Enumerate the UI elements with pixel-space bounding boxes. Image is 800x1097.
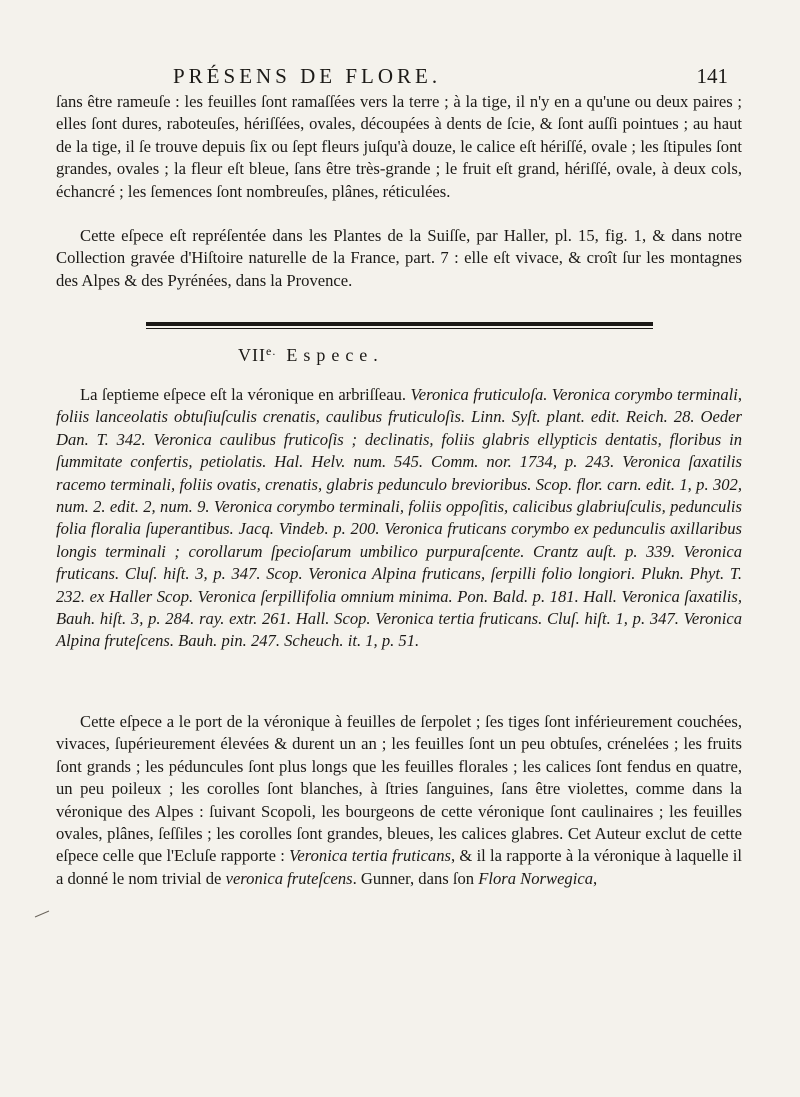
section-numeral-superscript: e. xyxy=(266,344,277,358)
description-italic-name-2: veronica fruteſcens xyxy=(225,868,353,888)
paragraph-seventh-species xyxy=(56,384,742,653)
description-italic-title: Flora Norwegica xyxy=(478,868,594,888)
section-word: Espece. xyxy=(286,345,384,365)
description-text-c: . Gunner, dans ſon xyxy=(352,868,479,888)
section-divider-rule xyxy=(146,322,653,330)
description-text-d: , xyxy=(593,868,598,888)
description-text-a: Cette eſpece a le port de la véronique à feuilles de ſerpolet ; ſes tiges ſont inférieurement couchées, vivaces, ſupérieurement élevées & durent un an ; les feuilles ſont un peu obtuſes, crénelées ; les fruits ſont grands ; les péduncules ſont plus longs que les feuilles florales ; les calices ſont fendus en quatre, un peu poileux ; les corolles ſont blanches, à ſtries ſanguines, ſans être violettes, comme dans la véronique des Alpes : ſuivant Scopoli, les bourgeons de cette véronique ſont caulinaires ; les feuilles ovales, plânes, ſeſſiles ; les corolles ſont grandes, bleues, les calices glabres. Cet Auteur exclut de cette eſpece celle que l'Ecluſe rapporte : xyxy=(56,712,742,866)
running-head xyxy=(58,58,728,92)
paragraph-representation-habitat: Cette eſpece eſt repréſentée dans les Plantes de la Suiſſe, par Haller, pl. 15, fig. 1, & dans notre Collection gravée d'Hiſtoire naturelle de la France, part. 7 : elle eſt vivace, & croît ſur les montagnes des Alpes & des Pyrénées, dans la Provence. xyxy=(56,226,742,290)
paragraph-continued-description: ſans être rameuſe : les feuilles ſont ramaſſées vers la terre ; à la tige, il n'y en a qu'une ou deux paires ; elles ſont dures, raboteuſes, hériſſées, ovales, découpées à dents de ſcie, & ſont auſſi pointues ; au haut de la tige, il ſe trouve depuis ſix ou ſept fleurs juſqu'à douze, le calice eſt hériſſé, ovale ; les ſtipules ſont grandes, ovales ; la fleur eſt bleue, ſans être très-grande ; le fruit eſt grand, hériſſé, ovale, à deux cols, échancré ; les ſemences ſont nombreuſes, plânes, réticulées. xyxy=(56,92,742,201)
page-number: 141 xyxy=(696,64,728,88)
description-italic-name-1: Veronica tertia fruticans xyxy=(289,846,451,866)
species-intro: La ſeptieme eſpece eſt la véronique en arbriſſeau. xyxy=(80,385,411,404)
section-heading xyxy=(238,344,384,366)
section-numeral: VII xyxy=(238,345,266,365)
running-title: PRÉSENS DE FLORE. xyxy=(173,64,442,88)
margin-pen-mark xyxy=(34,910,50,918)
species-synonymy: Veronica fruticuloſa. Veronica corymbo terminali, foliis lanceolatis obtuſiuſculis crenatis, caulibus fruticuloſis. Linn. Syſt. plant. edit. Reich. 28. Oeder Dan. T. 342. Veronica caulibus fruticoſis ; declinatis, foliis glabris ellypticis dentatis, floribus in ſummitate confertis, petiolatis. Hal. Helv. num. 545. Comm. nor. 1734, p. 243. Veronica ſaxatilis racemo terminali, foliis ovatis, crenatis, glabris pedunculo brevioribus. Scop. flor. carn. edit. 1, p. 302, num. 2. edit. 2, num. 9. Veronica corymbo terminali, foliis oppoſitis, calicibus glabriuſculis, pedunculis folia floralia ſuperantibus. Jacq. Vindeb. p. 200. Veronica fruticans corymbo ex pedunculis axillaribus longis terminali ; corollarum ſpecioſarum umbilico purpuraſcente. Crantz auſt. p. 339. Veronica fruticans. Cluſ. hiſt. 3, p. 347. Scop. Veronica Alpina fruticans, ſerpilli folio longiori. Plukn. Phyt. T. 232. ex Haller Scop. Veronica ſerpillifolia omnium minima. Pon. Bald. p. 181. Hall. Veronica ſaxatilis, Bauh. hiſt. 3, p. 284. ray. extr. 261. Hall. Scop. Veronica tertia fruticans. Cluſ. hiſt. 1, p. 347. Veronica Alpina frutеſcens. Bauh. pin. 247. Scheuch. it. 1, p. 51. xyxy=(56,385,743,651)
paragraph-species-description xyxy=(56,711,742,890)
description-text-b: , & il la rapporte à la véronique à laquelle il a donné le nom trivial de xyxy=(56,846,742,888)
